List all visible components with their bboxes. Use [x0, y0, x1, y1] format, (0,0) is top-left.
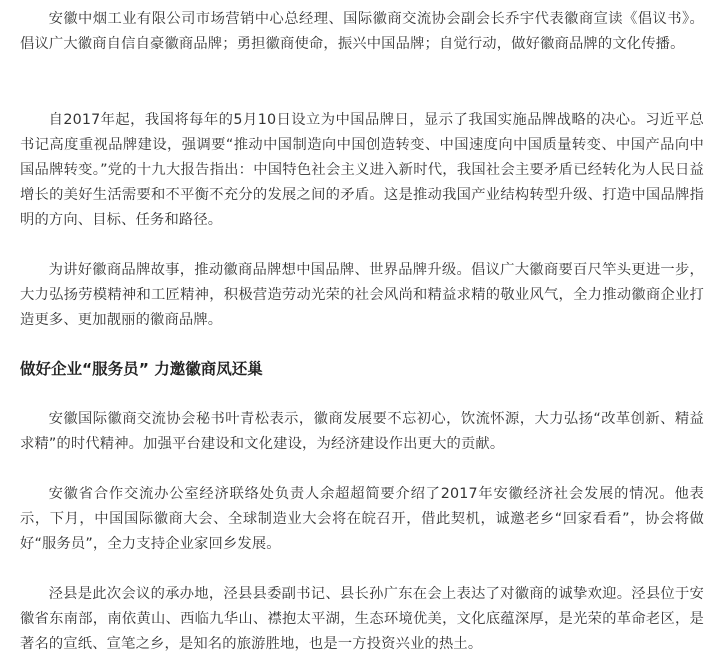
paragraph-jingxian: 泾县是此次会议的承办地，泾县县委副书记、县长孙广东在会上表达了对徽商的诚挚欢迎。泾县位于安徽省东南部，南依黄山、西临九华山、襟抱太平湖，生态环境优美，文化底蕴深厚，是光荣的革命老区，是著名的宣纸、宣笔之乡，是知名的旅游胜地，也是一方投资兴业的热土。	[20, 586, 704, 652]
paragraph-secretary: 安徽国际徽商交流协会秘书叶青松表示，徽商发展要不忘初心，饮流怀源，大力弘扬“改革创新、精益求精”的时代精神。加强平台建设和文化建设，为经济建设作出更大的贡献。	[20, 411, 704, 452]
paragraph-proposal: 安徽中烟工业有限公司市场营销中心总经理、国际徽商交流协会副会长乔宇代表徽商宣读《倡议书》。倡议广大徽商自信自豪徽商品牌；勇担徽商使命，振兴中国品牌；自觉行动，做好徽商品牌的文化传播。	[20, 11, 704, 52]
section-heading: 做好企业“服务员” 力邀徽商凤还巢	[20, 360, 263, 378]
paragraph-brand-day: 自2017年起，我国将每年的5月10日设立为中国品牌日，显示了我国实施品牌战略的决心。习近平总书记高度重视品牌建设，强调要“推动中国制造向中国创造转变、中国速度向中国质量转变、中国产品向中国品牌转变。”党的十九大报告指出：中国特色社会主义进入新时代，我国社会主要矛盾已经转化为人民日益增长的美好生活需要和不平衡不充分的发展之间的矛盾。这是推动我国产业结构转型升级、打造中国品牌指明的方向、目标、任务和路径。	[20, 112, 704, 228]
paragraph-cooperation-office: 安徽省合作交流办公室经济联络处负责人余超超简要介绍了2017年安徽经济社会发展的情况。他表示，下月，中国国际徽商大会、全球制造业大会将在皖召开，借此契机，诚邀老乡“回家看看”，协会将做好“服务员”，全力支持企业家回乡发展。	[20, 486, 704, 552]
paragraph-brand-story: 为讲好徽商品牌故事，推动徽商品牌想中国品牌、世界品牌升级。倡议广大徽商要百尺竿头更进一步，大力弘扬劳模精神和工匠精神，积极营造劳动光荣的社会风尚和精益求精的敬业风气，全力推动徽商企业打造更多、更加靓丽的徽商品牌。	[20, 262, 704, 328]
